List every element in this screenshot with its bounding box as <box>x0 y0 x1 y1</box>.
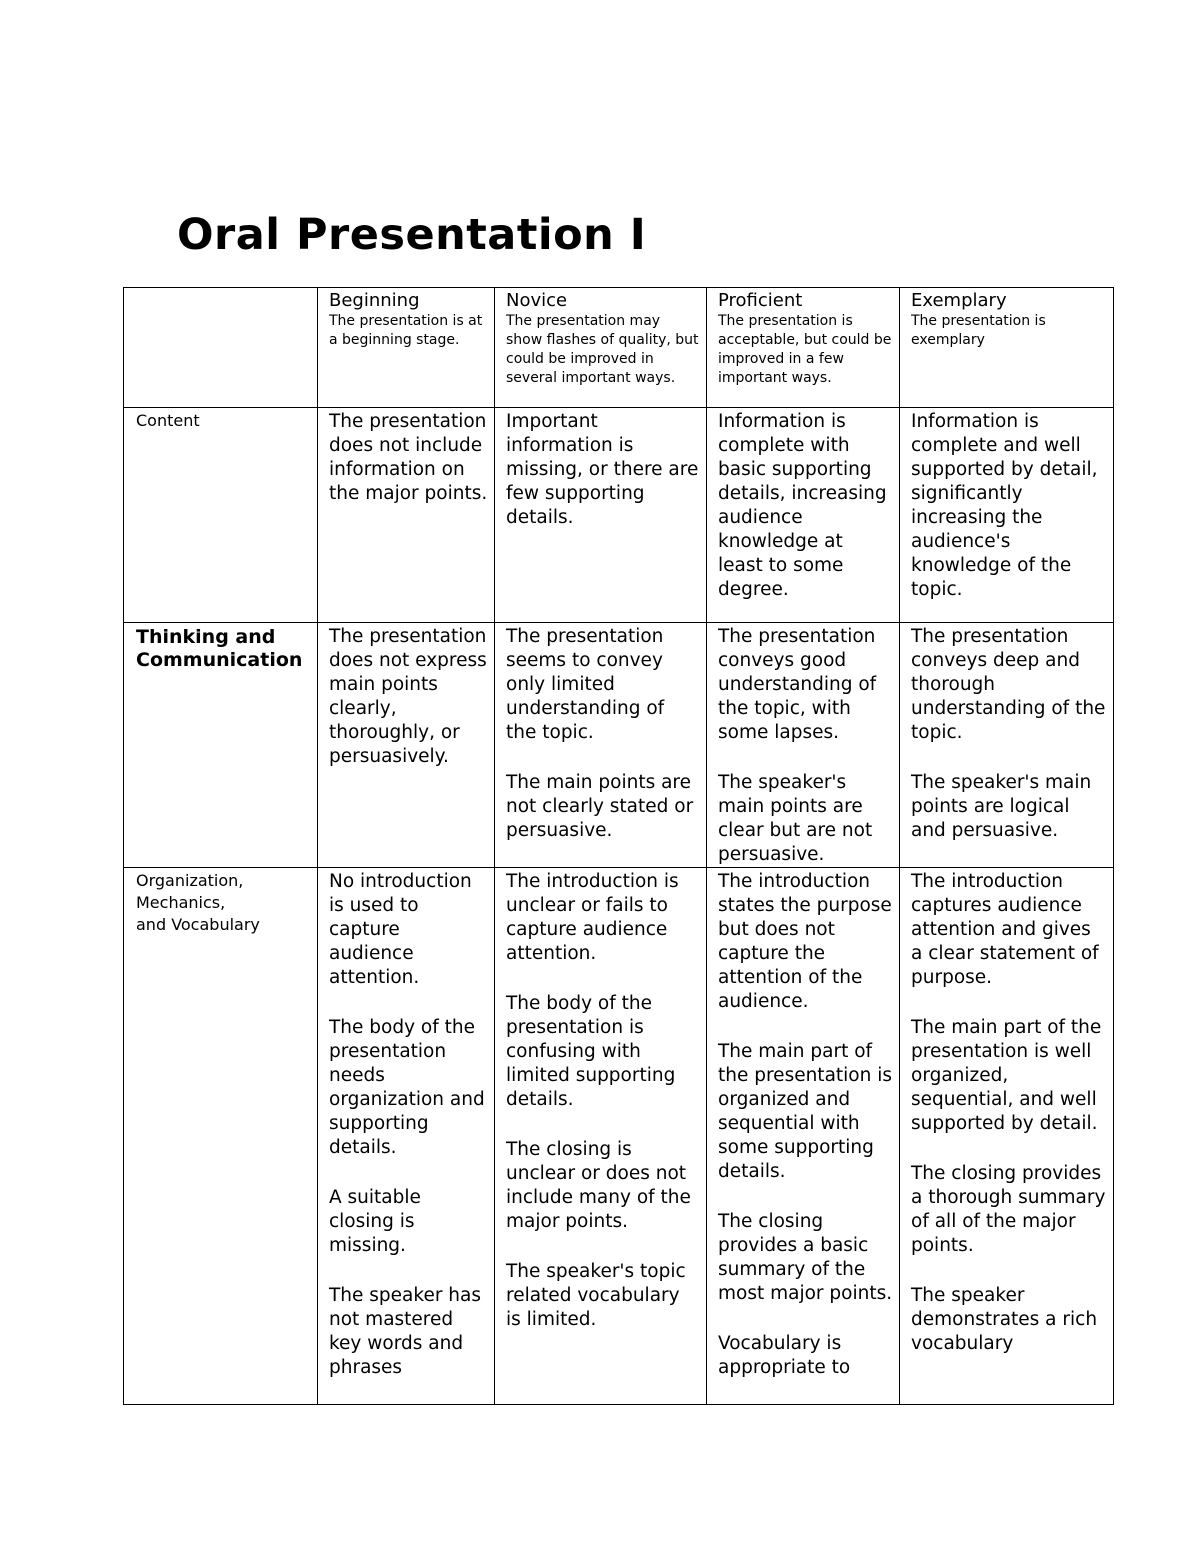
cell-paragraph: The speaker's main points are clear but are not persuasive. <box>718 772 873 865</box>
criterion-cell <box>124 408 318 623</box>
page-title: Oral Presentation I <box>177 210 647 260</box>
criterion-label: Thinking and Communication <box>136 626 303 671</box>
cell-paragraph: The main part of the presentation is organized and sequential with some supporting details. <box>718 1041 892 1182</box>
level-description: The presentation may show flashes of quality, but could be improved in several important ways. <box>506 313 699 386</box>
cell-paragraph: The presentation conveys good understanding of the topic, with some lapses. <box>718 626 877 743</box>
level-description: The presentation is exemplary <box>911 313 1046 348</box>
cell-paragraph: The main points are not clearly stated or persuasive. <box>506 772 694 841</box>
table-row-content <box>124 408 1114 623</box>
table-row-organization <box>124 868 1114 1405</box>
header-cell-novice <box>495 288 707 408</box>
cell-paragraph: The closing is unclear or does not include many of the major points. <box>506 1139 691 1232</box>
header-empty-cell <box>124 288 318 408</box>
rubric-cell <box>318 868 495 1405</box>
cell-paragraph: The presentation does not express main points clearly, thoroughly, or persuasively. <box>329 626 487 767</box>
cell-paragraph: The speaker's main points are logical and persuasive. <box>911 772 1092 841</box>
rubric-cell <box>318 408 495 623</box>
cell-paragraph: The body of the presentation needs organization and supporting details. <box>329 1017 485 1158</box>
level-description: The presentation is acceptable, but could be improved in a few important ways. <box>718 313 892 386</box>
criterion-cell <box>124 623 318 868</box>
header-cell-beginning <box>318 288 495 408</box>
header-cell-exemplary <box>900 288 1114 408</box>
rubric-cell <box>318 623 495 868</box>
rubric-cell <box>900 408 1114 623</box>
cell-paragraph: The closing provides a thorough summary of all of the major points. <box>911 1163 1106 1256</box>
level-name: Novice <box>506 290 568 311</box>
cell-paragraph: The closing provides a basic summary of the most major points. <box>718 1211 893 1304</box>
rubric-cell <box>900 868 1114 1405</box>
cell-paragraph: The presentation does not include information on the major points. <box>329 411 488 504</box>
rubric-cell <box>900 623 1114 868</box>
rubric-table <box>123 287 1114 1405</box>
header-cell-proficient <box>707 288 900 408</box>
rubric-cell <box>707 408 900 623</box>
cell-paragraph: The main part of the presentation is well organized, sequential, and well supported by detail. <box>911 1017 1102 1134</box>
cell-paragraph: The introduction states the purpose but does not capture the attention of the audience. <box>718 871 892 1012</box>
table-row-thinking-communication <box>124 623 1114 868</box>
cell-paragraph: The introduction is unclear or fails to capture audience attention. <box>506 871 679 964</box>
level-description: The presentation is at a beginning stage. <box>329 313 483 348</box>
cell-paragraph: Important information is missing, or there are few supporting details. <box>506 411 699 528</box>
rubric-cell <box>707 868 900 1405</box>
cell-paragraph: Information is complete and well supported by detail, significantly increasing the audience's knowledge of the topic. <box>911 411 1098 600</box>
cell-paragraph: The introduction captures audience attention and gives a clear statement of purpose. <box>911 871 1099 988</box>
cell-paragraph: Vocabulary is appropriate to <box>718 1333 851 1378</box>
cell-paragraph: A suitable closing is missing. <box>329 1187 421 1256</box>
cell-paragraph: The body of the presentation is confusing with limited supporting details. <box>506 993 676 1110</box>
cell-paragraph: The presentation seems to convey only limited understanding of the topic. <box>506 626 665 743</box>
rubric-cell <box>707 623 900 868</box>
criterion-cell <box>124 868 318 1405</box>
rubric-cell <box>495 408 707 623</box>
cell-paragraph: The speaker's topic related vocabulary is limited. <box>506 1261 686 1330</box>
cell-paragraph: No introduction is used to capture audience attention. <box>329 871 472 988</box>
table-header-row <box>124 288 1114 408</box>
rubric-cell <box>495 868 707 1405</box>
level-name: Proficient <box>718 290 803 311</box>
cell-paragraph: The presentation conveys deep and thorough understanding of the topic. <box>911 626 1106 743</box>
criterion-label: Content <box>136 411 200 430</box>
cell-paragraph: The speaker demonstrates a rich vocabulary <box>911 1285 1098 1354</box>
cell-paragraph: Information is complete with basic supporting details, increasing audience knowledge at least to some degree. <box>718 411 887 600</box>
cell-paragraph: The speaker has not mastered key words and phrases <box>329 1285 482 1378</box>
criterion-label: Organization, Mechanics, and Vocabulary <box>136 871 260 934</box>
level-name: Beginning <box>329 290 420 311</box>
level-name: Exemplary <box>911 290 1007 311</box>
rubric-cell <box>495 623 707 868</box>
